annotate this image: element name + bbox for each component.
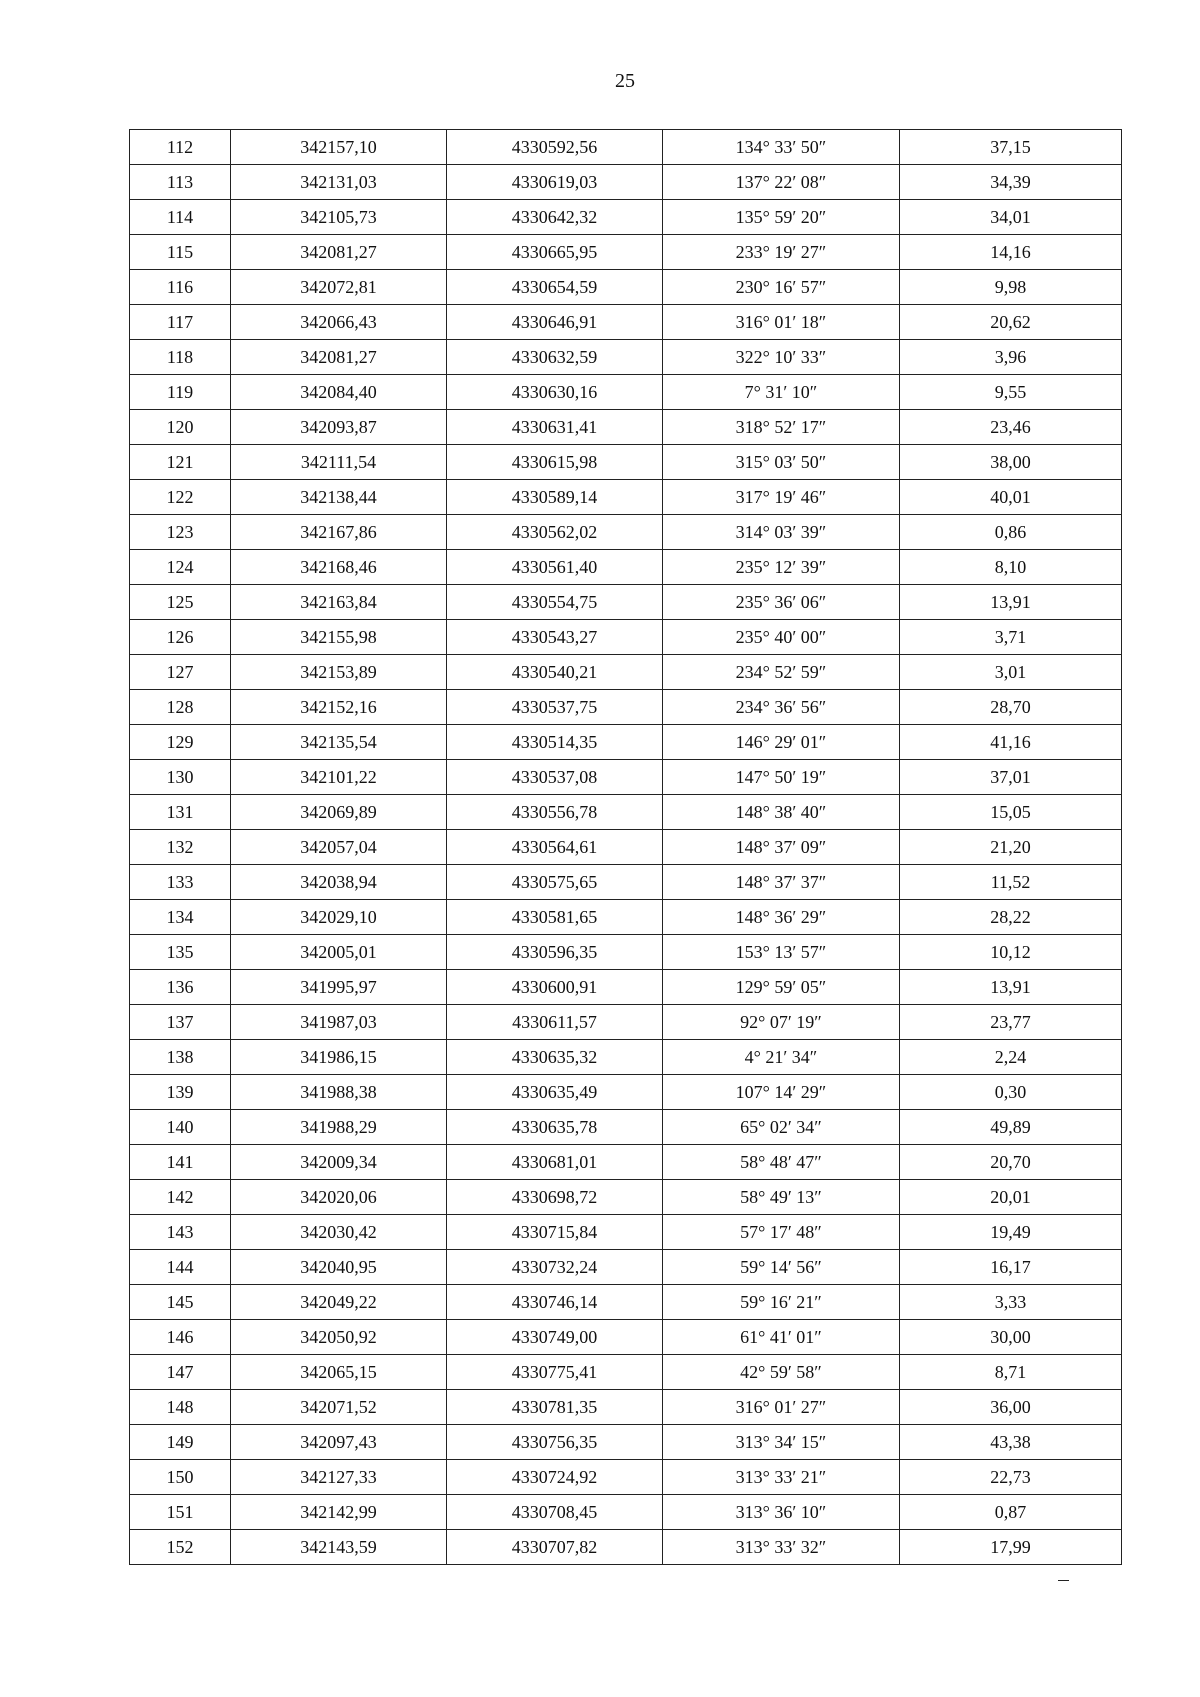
bearing-cell: 148° 38′ 40″ — [663, 795, 900, 830]
table-row — [130, 480, 1122, 515]
distance-cell: 2,24 — [900, 1040, 1122, 1075]
bearing-cell: 134° 33′ 50″ — [663, 130, 900, 165]
distance-cell: 13,91 — [900, 970, 1122, 1005]
point-number-cell: 129 — [130, 725, 231, 760]
table-row — [130, 515, 1122, 550]
x-coordinate-cell: 342153,89 — [231, 655, 447, 690]
distance-cell: 9,98 — [900, 270, 1122, 305]
bearing-cell: 313° 33′ 32″ — [663, 1530, 900, 1565]
distance-cell: 37,01 — [900, 760, 1122, 795]
table-row — [130, 410, 1122, 445]
bearing-cell: 153° 13′ 57″ — [663, 935, 900, 970]
table-row — [130, 165, 1122, 200]
table-row — [130, 1075, 1122, 1110]
x-coordinate-cell: 342142,99 — [231, 1495, 447, 1530]
table-row — [130, 1320, 1122, 1355]
table-row — [130, 1040, 1122, 1075]
table-row — [130, 585, 1122, 620]
bearing-cell: 318° 52′ 17″ — [663, 410, 900, 445]
table-row — [130, 130, 1122, 165]
bearing-cell: 135° 59′ 20″ — [663, 200, 900, 235]
table-row — [130, 900, 1122, 935]
point-number-cell: 114 — [130, 200, 231, 235]
bearing-cell: 148° 37′ 09″ — [663, 830, 900, 865]
distance-cell: 20,70 — [900, 1145, 1122, 1180]
x-coordinate-cell: 342084,40 — [231, 375, 447, 410]
y-coordinate-cell: 4330715,84 — [447, 1215, 663, 1250]
distance-cell: 3,71 — [900, 620, 1122, 655]
distance-cell: 43,38 — [900, 1425, 1122, 1460]
distance-cell: 0,30 — [900, 1075, 1122, 1110]
distance-cell: 3,33 — [900, 1285, 1122, 1320]
table-row — [130, 760, 1122, 795]
table-row — [130, 1005, 1122, 1040]
y-coordinate-cell: 4330537,08 — [447, 760, 663, 795]
x-coordinate-cell: 342020,06 — [231, 1180, 447, 1215]
distance-cell: 3,96 — [900, 340, 1122, 375]
distance-cell: 30,00 — [900, 1320, 1122, 1355]
x-coordinate-cell: 342101,22 — [231, 760, 447, 795]
x-coordinate-cell: 342127,33 — [231, 1460, 447, 1495]
bearing-cell: 58° 48′ 47″ — [663, 1145, 900, 1180]
distance-cell: 13,91 — [900, 585, 1122, 620]
x-coordinate-cell: 342066,43 — [231, 305, 447, 340]
point-number-cell: 139 — [130, 1075, 231, 1110]
bearing-cell: 234° 36′ 56″ — [663, 690, 900, 725]
bearing-cell: 59° 16′ 21″ — [663, 1285, 900, 1320]
y-coordinate-cell: 4330635,32 — [447, 1040, 663, 1075]
y-coordinate-cell: 4330698,72 — [447, 1180, 663, 1215]
point-number-cell: 151 — [130, 1495, 231, 1530]
bearing-cell: 42° 59′ 58″ — [663, 1355, 900, 1390]
distance-cell: 34,01 — [900, 200, 1122, 235]
y-coordinate-cell: 4330543,27 — [447, 620, 663, 655]
x-coordinate-cell: 342030,42 — [231, 1215, 447, 1250]
distance-cell: 28,70 — [900, 690, 1122, 725]
x-coordinate-cell: 342005,01 — [231, 935, 447, 970]
y-coordinate-cell: 4330635,49 — [447, 1075, 663, 1110]
bearing-cell: 129° 59′ 05″ — [663, 970, 900, 1005]
table-row — [130, 725, 1122, 760]
y-coordinate-cell: 4330775,41 — [447, 1355, 663, 1390]
distance-cell: 8,10 — [900, 550, 1122, 585]
y-coordinate-cell: 4330540,21 — [447, 655, 663, 690]
table-row — [130, 795, 1122, 830]
x-coordinate-cell: 342163,84 — [231, 585, 447, 620]
bearing-cell: 322° 10′ 33″ — [663, 340, 900, 375]
y-coordinate-cell: 4330630,16 — [447, 375, 663, 410]
bearing-cell: 65° 02′ 34″ — [663, 1110, 900, 1145]
dash-mark — [1058, 1580, 1069, 1581]
bearing-cell: 148° 36′ 29″ — [663, 900, 900, 935]
point-number-cell: 112 — [130, 130, 231, 165]
distance-cell: 19,49 — [900, 1215, 1122, 1250]
y-coordinate-cell: 4330707,82 — [447, 1530, 663, 1565]
y-coordinate-cell: 4330561,40 — [447, 550, 663, 585]
coordinates-table — [129, 129, 1122, 1565]
table-row — [130, 270, 1122, 305]
y-coordinate-cell: 4330575,65 — [447, 865, 663, 900]
y-coordinate-cell: 4330615,98 — [447, 445, 663, 480]
distance-cell: 49,89 — [900, 1110, 1122, 1145]
table-row — [130, 1425, 1122, 1460]
y-coordinate-cell: 4330600,91 — [447, 970, 663, 1005]
point-number-cell: 132 — [130, 830, 231, 865]
distance-cell: 38,00 — [900, 445, 1122, 480]
point-number-cell: 127 — [130, 655, 231, 690]
distance-cell: 14,16 — [900, 235, 1122, 270]
y-coordinate-cell: 4330592,56 — [447, 130, 663, 165]
table-row — [130, 970, 1122, 1005]
point-number-cell: 130 — [130, 760, 231, 795]
bearing-cell: 314° 03′ 39″ — [663, 515, 900, 550]
distance-cell: 21,20 — [900, 830, 1122, 865]
x-coordinate-cell: 342072,81 — [231, 270, 447, 305]
distance-cell: 37,15 — [900, 130, 1122, 165]
table-row — [130, 375, 1122, 410]
y-coordinate-cell: 4330562,02 — [447, 515, 663, 550]
x-coordinate-cell: 342167,86 — [231, 515, 447, 550]
table-row — [130, 1180, 1122, 1215]
point-number-cell: 135 — [130, 935, 231, 970]
bearing-cell: 235° 12′ 39″ — [663, 550, 900, 585]
y-coordinate-cell: 4330635,78 — [447, 1110, 663, 1145]
point-number-cell: 119 — [130, 375, 231, 410]
point-number-cell: 137 — [130, 1005, 231, 1040]
bearing-cell: 57° 17′ 48″ — [663, 1215, 900, 1250]
table-row — [130, 935, 1122, 970]
point-number-cell: 144 — [130, 1250, 231, 1285]
x-coordinate-cell: 342168,46 — [231, 550, 447, 585]
y-coordinate-cell: 4330681,01 — [447, 1145, 663, 1180]
point-number-cell: 138 — [130, 1040, 231, 1075]
y-coordinate-cell: 4330632,59 — [447, 340, 663, 375]
x-coordinate-cell: 342152,16 — [231, 690, 447, 725]
point-number-cell: 122 — [130, 480, 231, 515]
x-coordinate-cell: 342057,04 — [231, 830, 447, 865]
x-coordinate-cell: 342155,98 — [231, 620, 447, 655]
y-coordinate-cell: 4330665,95 — [447, 235, 663, 270]
bearing-cell: 316° 01′ 18″ — [663, 305, 900, 340]
table-row — [130, 235, 1122, 270]
point-number-cell: 128 — [130, 690, 231, 725]
distance-cell: 0,87 — [900, 1495, 1122, 1530]
point-number-cell: 148 — [130, 1390, 231, 1425]
bearing-cell: 147° 50′ 19″ — [663, 760, 900, 795]
y-coordinate-cell: 4330756,35 — [447, 1425, 663, 1460]
table-row — [130, 1285, 1122, 1320]
table-row — [130, 1355, 1122, 1390]
table-row — [130, 1215, 1122, 1250]
table-row — [130, 1390, 1122, 1425]
x-coordinate-cell: 342081,27 — [231, 235, 447, 270]
y-coordinate-cell: 4330646,91 — [447, 305, 663, 340]
bearing-cell: 148° 37′ 37″ — [663, 865, 900, 900]
x-coordinate-cell: 342157,10 — [231, 130, 447, 165]
bearing-cell: 316° 01′ 27″ — [663, 1390, 900, 1425]
x-coordinate-cell: 341986,15 — [231, 1040, 447, 1075]
distance-cell: 36,00 — [900, 1390, 1122, 1425]
point-number-cell: 117 — [130, 305, 231, 340]
y-coordinate-cell: 4330732,24 — [447, 1250, 663, 1285]
point-number-cell: 126 — [130, 620, 231, 655]
y-coordinate-cell: 4330596,35 — [447, 935, 663, 970]
point-number-cell: 121 — [130, 445, 231, 480]
table-row — [130, 865, 1122, 900]
y-coordinate-cell: 4330581,65 — [447, 900, 663, 935]
point-number-cell: 113 — [130, 165, 231, 200]
distance-cell: 10,12 — [900, 935, 1122, 970]
bearing-cell: 313° 33′ 21″ — [663, 1460, 900, 1495]
bearing-cell: 317° 19′ 46″ — [663, 480, 900, 515]
point-number-cell: 146 — [130, 1320, 231, 1355]
x-coordinate-cell: 342069,89 — [231, 795, 447, 830]
y-coordinate-cell: 4330554,75 — [447, 585, 663, 620]
table-row — [130, 305, 1122, 340]
distance-cell: 23,46 — [900, 410, 1122, 445]
y-coordinate-cell: 4330749,00 — [447, 1320, 663, 1355]
distance-cell: 41,16 — [900, 725, 1122, 760]
bearing-cell: 107° 14′ 29″ — [663, 1075, 900, 1110]
point-number-cell: 131 — [130, 795, 231, 830]
x-coordinate-cell: 342038,94 — [231, 865, 447, 900]
table-row — [130, 655, 1122, 690]
bearing-cell: 235° 36′ 06″ — [663, 585, 900, 620]
x-coordinate-cell: 342071,52 — [231, 1390, 447, 1425]
point-number-cell: 118 — [130, 340, 231, 375]
bearing-cell: 313° 36′ 10″ — [663, 1495, 900, 1530]
distance-cell: 22,73 — [900, 1460, 1122, 1495]
table-row — [130, 550, 1122, 585]
x-coordinate-cell: 342081,27 — [231, 340, 447, 375]
x-coordinate-cell: 342131,03 — [231, 165, 447, 200]
x-coordinate-cell: 342009,34 — [231, 1145, 447, 1180]
x-coordinate-cell: 342040,95 — [231, 1250, 447, 1285]
distance-cell: 16,17 — [900, 1250, 1122, 1285]
y-coordinate-cell: 4330781,35 — [447, 1390, 663, 1425]
bearing-cell: 313° 34′ 15″ — [663, 1425, 900, 1460]
x-coordinate-cell: 342093,87 — [231, 410, 447, 445]
bearing-cell: 233° 19′ 27″ — [663, 235, 900, 270]
point-number-cell: 120 — [130, 410, 231, 445]
x-coordinate-cell: 342065,15 — [231, 1355, 447, 1390]
point-number-cell: 140 — [130, 1110, 231, 1145]
table-row — [130, 1145, 1122, 1180]
x-coordinate-cell: 341988,38 — [231, 1075, 447, 1110]
bearing-cell: 235° 40′ 00″ — [663, 620, 900, 655]
point-number-cell: 149 — [130, 1425, 231, 1460]
bearing-cell: 92° 07′ 19″ — [663, 1005, 900, 1040]
y-coordinate-cell: 4330564,61 — [447, 830, 663, 865]
distance-cell: 9,55 — [900, 375, 1122, 410]
bearing-cell: 7° 31′ 10″ — [663, 375, 900, 410]
point-number-cell: 152 — [130, 1530, 231, 1565]
x-coordinate-cell: 342138,44 — [231, 480, 447, 515]
distance-cell: 23,77 — [900, 1005, 1122, 1040]
y-coordinate-cell: 4330611,57 — [447, 1005, 663, 1040]
point-number-cell: 134 — [130, 900, 231, 935]
point-number-cell: 116 — [130, 270, 231, 305]
bearing-cell: 58° 49′ 13″ — [663, 1180, 900, 1215]
table-row — [130, 445, 1122, 480]
bearing-cell: 137° 22′ 08″ — [663, 165, 900, 200]
table-row — [130, 1250, 1122, 1285]
bearing-cell: 230° 16′ 57″ — [663, 270, 900, 305]
y-coordinate-cell: 4330654,59 — [447, 270, 663, 305]
x-coordinate-cell: 342143,59 — [231, 1530, 447, 1565]
table-row — [130, 1110, 1122, 1145]
y-coordinate-cell: 4330619,03 — [447, 165, 663, 200]
table-row — [130, 620, 1122, 655]
y-coordinate-cell: 4330642,32 — [447, 200, 663, 235]
point-number-cell: 133 — [130, 865, 231, 900]
point-number-cell: 142 — [130, 1180, 231, 1215]
bearing-cell: 61° 41′ 01″ — [663, 1320, 900, 1355]
distance-cell: 3,01 — [900, 655, 1122, 690]
x-coordinate-cell: 341987,03 — [231, 1005, 447, 1040]
y-coordinate-cell: 4330708,45 — [447, 1495, 663, 1530]
y-coordinate-cell: 4330514,35 — [447, 725, 663, 760]
distance-cell: 0,86 — [900, 515, 1122, 550]
point-number-cell: 150 — [130, 1460, 231, 1495]
bearing-cell: 146° 29′ 01″ — [663, 725, 900, 760]
point-number-cell: 143 — [130, 1215, 231, 1250]
x-coordinate-cell: 341988,29 — [231, 1110, 447, 1145]
page-number: 25 — [615, 70, 635, 92]
y-coordinate-cell: 4330724,92 — [447, 1460, 663, 1495]
table-row — [130, 830, 1122, 865]
y-coordinate-cell: 4330537,75 — [447, 690, 663, 725]
x-coordinate-cell: 341995,97 — [231, 970, 447, 1005]
distance-cell: 8,71 — [900, 1355, 1122, 1390]
point-number-cell: 125 — [130, 585, 231, 620]
x-coordinate-cell: 342050,92 — [231, 1320, 447, 1355]
x-coordinate-cell: 342105,73 — [231, 200, 447, 235]
bearing-cell: 234° 52′ 59″ — [663, 655, 900, 690]
x-coordinate-cell: 342029,10 — [231, 900, 447, 935]
bearing-cell: 4° 21′ 34″ — [663, 1040, 900, 1075]
x-coordinate-cell: 342111,54 — [231, 445, 447, 480]
point-number-cell: 147 — [130, 1355, 231, 1390]
distance-cell: 17,99 — [900, 1530, 1122, 1565]
x-coordinate-cell: 342097,43 — [231, 1425, 447, 1460]
table-row — [130, 690, 1122, 725]
coordinates-table-body — [130, 130, 1122, 1565]
table-row — [130, 1460, 1122, 1495]
bearing-cell: 315° 03′ 50″ — [663, 445, 900, 480]
point-number-cell: 145 — [130, 1285, 231, 1320]
y-coordinate-cell: 4330556,78 — [447, 795, 663, 830]
distance-cell: 28,22 — [900, 900, 1122, 935]
bearing-cell: 59° 14′ 56″ — [663, 1250, 900, 1285]
y-coordinate-cell: 4330746,14 — [447, 1285, 663, 1320]
table-row — [130, 1530, 1122, 1565]
x-coordinate-cell: 342049,22 — [231, 1285, 447, 1320]
distance-cell: 20,01 — [900, 1180, 1122, 1215]
table-row — [130, 1495, 1122, 1530]
distance-cell: 11,52 — [900, 865, 1122, 900]
table-row — [130, 200, 1122, 235]
point-number-cell: 115 — [130, 235, 231, 270]
y-coordinate-cell: 4330631,41 — [447, 410, 663, 445]
table-row — [130, 340, 1122, 375]
point-number-cell: 141 — [130, 1145, 231, 1180]
point-number-cell: 123 — [130, 515, 231, 550]
point-number-cell: 124 — [130, 550, 231, 585]
distance-cell: 15,05 — [900, 795, 1122, 830]
y-coordinate-cell: 4330589,14 — [447, 480, 663, 515]
distance-cell: 40,01 — [900, 480, 1122, 515]
distance-cell: 20,62 — [900, 305, 1122, 340]
distance-cell: 34,39 — [900, 165, 1122, 200]
point-number-cell: 136 — [130, 970, 231, 1005]
x-coordinate-cell: 342135,54 — [231, 725, 447, 760]
